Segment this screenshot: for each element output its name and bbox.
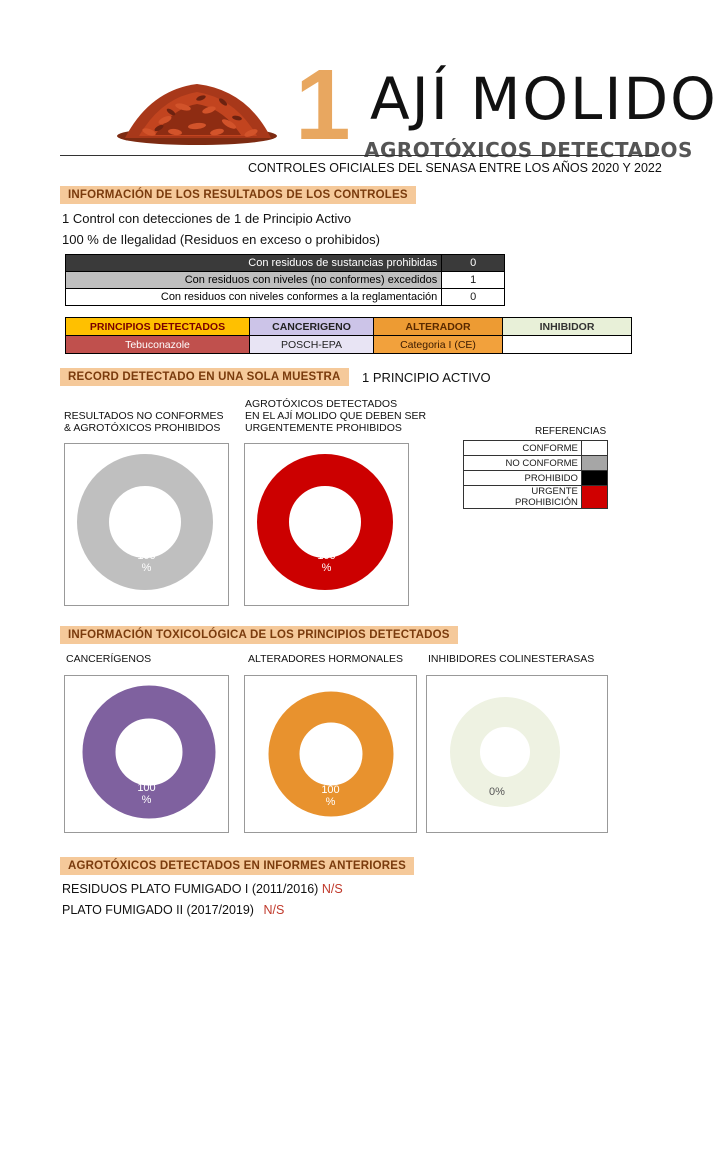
donut-2-unit: % bbox=[321, 562, 332, 574]
donut-2-label-line2: EN EL AJÍ MOLIDO QUE DEBEN SER bbox=[245, 410, 427, 422]
cell-inhibidor bbox=[503, 336, 632, 354]
reference-row bbox=[464, 486, 608, 509]
reference-label: CONFORME bbox=[464, 441, 582, 456]
reference-swatch-conforme bbox=[581, 441, 607, 456]
previous-row-2-label: PLATO FUMIGADO II (2017/2019) bbox=[62, 903, 254, 917]
results-line-2: 100 % de Ilegalidad (Residuos en exceso o prohibidos) bbox=[62, 232, 380, 247]
donut-2-value bbox=[245, 550, 408, 574]
row-label: Con residuos con niveles (no conformes) excedidos bbox=[66, 272, 442, 289]
donut-1-number: 100 bbox=[137, 550, 156, 562]
results-table bbox=[65, 254, 505, 306]
cell-principio: Tebuconazole bbox=[66, 336, 250, 354]
donut-chart-alteradores bbox=[244, 675, 417, 833]
table-header-row bbox=[66, 318, 632, 336]
donut-1-label bbox=[64, 410, 244, 434]
principles-table bbox=[65, 317, 632, 354]
table-row bbox=[66, 255, 505, 272]
previous-row-1-label: RESIDUOS PLATO FUMIGADO I (2011/2016) bbox=[62, 882, 319, 896]
donut-tox-3-number: 0% bbox=[489, 786, 505, 798]
donut-tox-2-label: ALTERADORES HORMONALES bbox=[248, 653, 404, 665]
banner-toxicologica: INFORMACIÓN TOXICOLÓGICA DE LOS PRINCIPIOS DETECTADOS bbox=[60, 626, 458, 644]
results-line-1: 1 Control con detecciones de 1 de Principio Activo bbox=[62, 211, 352, 226]
table-row bbox=[66, 272, 505, 289]
reference-label: URGENTE PROHIBICIÓN bbox=[464, 486, 582, 509]
donut-tox-1-label: CANCERÍGENOS bbox=[66, 653, 152, 665]
reference-row bbox=[464, 471, 608, 486]
reference-row bbox=[464, 441, 608, 456]
row-label: Con residuos de sustancias prohibidas bbox=[66, 255, 442, 272]
donut-chart-urgente-prohibicion bbox=[244, 443, 409, 606]
donut-chart-inhibidores bbox=[426, 675, 608, 833]
references-table bbox=[463, 440, 608, 509]
col-header-inhibidor: INHIBIDOR bbox=[503, 318, 632, 336]
controls-period-line: CONTROLES OFICIALES DEL SENASA ENTRE LOS AÑOS 2020 Y 2022 bbox=[248, 161, 662, 175]
donut-1-value bbox=[65, 550, 228, 574]
record-note: 1 PRINCIPIO ACTIVO bbox=[362, 370, 491, 385]
donut-tox-3-value bbox=[427, 786, 607, 798]
previous-row-1-value: N/S bbox=[321, 882, 343, 896]
ground-chili-pile-icon bbox=[105, 62, 280, 147]
donut-tox-3-label: INHIBIDORES COLINESTERASAS bbox=[428, 653, 595, 665]
donut-tox-2-unit: % bbox=[325, 796, 336, 808]
donut-tox-1-number: 100 bbox=[137, 782, 156, 794]
reference-label: NO CONFORME bbox=[464, 456, 582, 471]
banner-results: INFORMACIÓN DE LOS RESULTADOS DE LOS CONTROLES bbox=[60, 186, 416, 204]
row-value: 1 bbox=[442, 272, 505, 289]
row-value: 0 bbox=[442, 255, 505, 272]
reference-swatch-no-conforme bbox=[581, 456, 607, 471]
reference-row bbox=[464, 456, 608, 471]
banner-informes-anteriores: AGROTÓXICOS DETECTADOS EN INFORMES ANTERIORES bbox=[60, 857, 414, 875]
cell-alterador: Categoria I (CE) bbox=[374, 336, 503, 354]
donut-tox-1-value bbox=[65, 782, 228, 806]
donut-2-label-line3: URGENTEMENTE PROHIBIDOS bbox=[245, 422, 402, 434]
table-row bbox=[66, 289, 505, 306]
col-header-alterador: ALTERADOR bbox=[374, 318, 503, 336]
report-number: 1 bbox=[295, 49, 351, 161]
previous-row-1 bbox=[62, 882, 343, 896]
references-title: REFERENCIAS bbox=[535, 426, 607, 437]
donut-1-unit: % bbox=[141, 562, 152, 574]
reference-swatch-urgente bbox=[581, 486, 607, 509]
header-divider bbox=[60, 155, 660, 156]
page-title: AJÍ MOLIDO bbox=[370, 65, 718, 133]
banner-record: RECORD DETECTADO EN UNA SOLA MUESTRA bbox=[60, 368, 349, 386]
donut-tox-2-number: 100 bbox=[321, 784, 340, 796]
header bbox=[0, 30, 720, 162]
reference-swatch-prohibido bbox=[581, 471, 607, 486]
page-subtitle: AGROTÓXICOS DETECTADOS bbox=[364, 138, 693, 162]
donut-1-label-line1: RESULTADOS NO CONFORMES bbox=[64, 410, 224, 422]
col-header-cancerigeno: CANCERIGENO bbox=[250, 318, 374, 336]
donut-tox-1-unit: % bbox=[141, 794, 152, 806]
previous-row-2-value: N/S bbox=[263, 903, 285, 917]
donut-chart-no-conformes bbox=[64, 443, 229, 606]
row-label: Con residuos con niveles conformes a la reglamentación bbox=[66, 289, 442, 306]
col-header-principios: PRINCIPIOS DETECTADOS bbox=[66, 318, 250, 336]
donut-1-label-line2: & AGROTÓXICOS PROHIBIDOS bbox=[64, 422, 221, 434]
row-value: 0 bbox=[442, 289, 505, 306]
previous-row-2 bbox=[62, 903, 284, 917]
reference-label: PROHIBIDO bbox=[464, 471, 582, 486]
cell-cancerigeno: POSCH-EPA bbox=[250, 336, 374, 354]
donut-2-label bbox=[245, 398, 435, 434]
donut-2-number: 100 bbox=[317, 550, 336, 562]
donut-chart-cancerigenos bbox=[64, 675, 229, 833]
donut-2-label-line1: AGROTÓXICOS DETECTADOS bbox=[245, 398, 398, 410]
donut-tox-2-value bbox=[245, 784, 416, 808]
table-row bbox=[66, 336, 632, 354]
